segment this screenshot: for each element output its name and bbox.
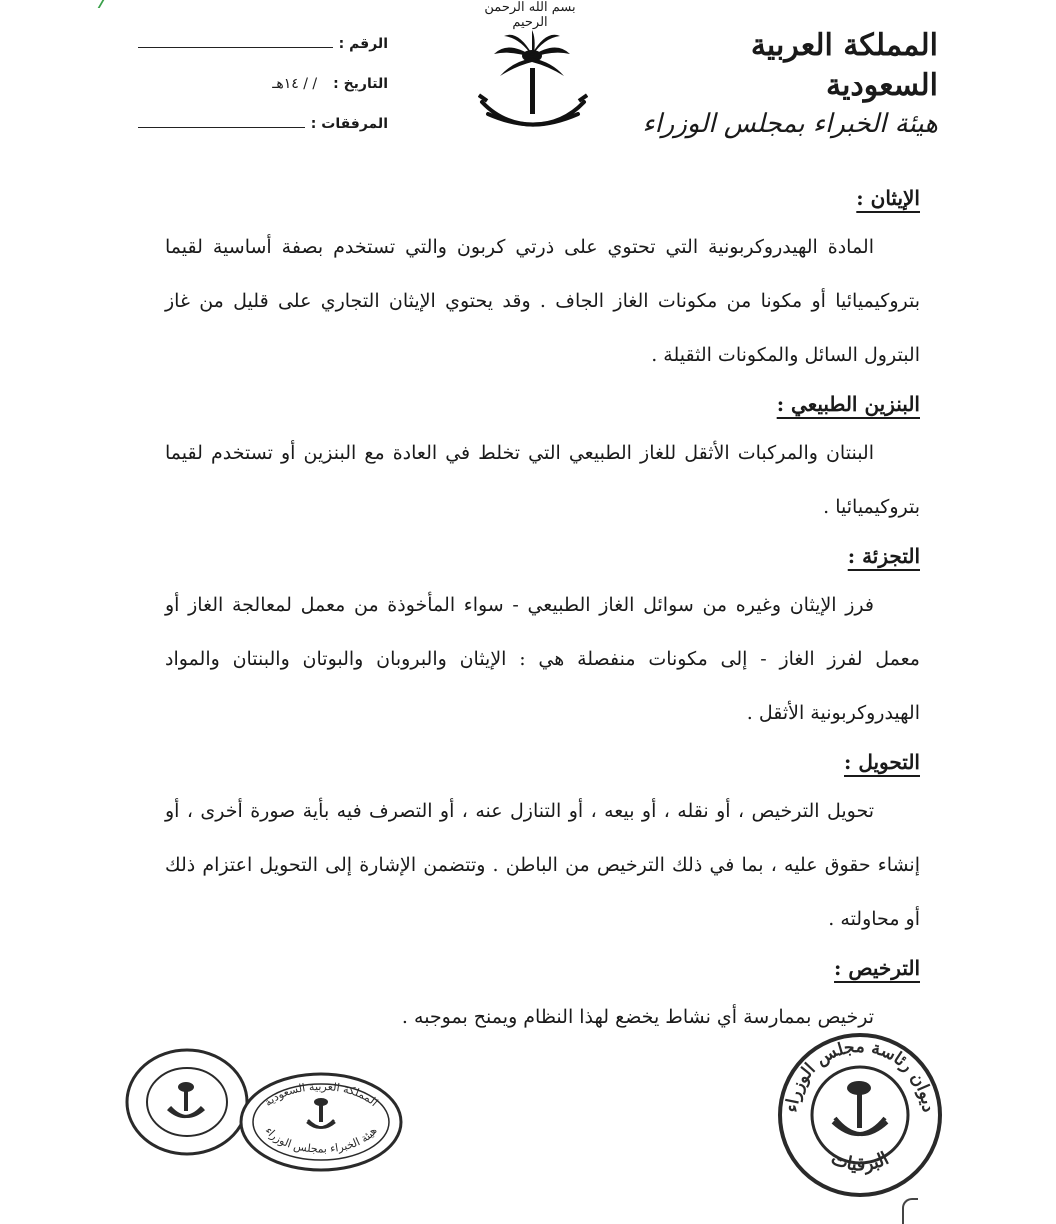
section-paragraph-transfer: تحويل الترخيص ، أو نقله ، أو بيعه ، أو التنازل عنه ، أو التصرف فيه بأية صورة أخرى ، أو إنشاء حقوق عليه ، بما في ذلك الترخيص من الباطن . وتتضمن الإشارة إلى التحويل اعتزام ذلك أو محاولته .	[165, 800, 920, 930]
definitions-content	[165, 180, 920, 1048]
ref-row	[138, 24, 388, 64]
palm-swords-emblem-icon	[478, 28, 588, 148]
ministry-round-seal-back	[122, 1045, 252, 1160]
attachments-line	[138, 127, 305, 128]
corner-mark	[98, 0, 115, 8]
date-value: / / ١٤هـ	[272, 76, 318, 92]
section-paragraph-license: ترخيص بممارسة أي نشاط يخضع لهذا النظام ويمنح بموجبه .	[401, 1006, 874, 1028]
ref-line	[138, 47, 333, 48]
org-line-2: هيئة الخبراء بمجلس الوزراء	[642, 109, 938, 139]
basmala: بسم الله الرحمن الرحيم	[484, 0, 576, 30]
ref-label: الرقم :	[338, 36, 388, 52]
section-paragraph-ethane: المادة الهيدروكربونية التي تحتوي على ذرتي كربون والتي تستخدم بصفة أساسية لقيما بتروكيميائيا أو مكونا من مكونات الغاز الجاف . وقد يحتوي الإيثان التجاري على قليل من غاز البترول السائل والمكونات الثقيلة .	[165, 236, 920, 366]
cabinet-telegrams-seal	[775, 1030, 945, 1200]
section-heading-natural-gasoline: البنزين الطبيعي :	[776, 392, 920, 416]
attachments-label: المرفقات :	[310, 116, 388, 132]
date-label: التاريخ :	[333, 76, 388, 92]
section-heading-transfer: التحويل :	[844, 750, 920, 774]
section-paragraph-fractionation: فرز الإيثان وغيره من سوائل الغاز الطبيعي - سواء المأخوذة من معمل لمعالجة الغاز أو معمل لفرز الغاز - إلى مكونات منفصلة هي : الإيثان والبروبان والبوتان والبنتان والمواد الهيدروكربونية الأثقل .	[165, 594, 920, 724]
attachments-row	[138, 104, 388, 144]
experts-commission-seal	[236, 1070, 406, 1175]
svg-text:هيئة الخبراء بمجلس الوزراء: هيئة الخبراء بمجلس الوزراء	[262, 1124, 380, 1156]
section-heading-license: الترخيص :	[834, 956, 920, 980]
svg-text:ديوان رئاسة مجلس الوزراء: ديوان رئاسة مجلس الوزراء	[781, 1036, 939, 1114]
section-paragraph-natural-gasoline: البنتان والمركبات الأثقل للغاز الطبيعي التي تخلط في العادة مع البنزين أو تستخدم لقيما بتروكيميائيا .	[165, 442, 920, 518]
organization-header	[638, 26, 938, 142]
svg-text:البرقيات: البرقيات	[828, 1148, 893, 1176]
org-line-1: المملكة العربية السعودية	[750, 28, 938, 103]
date-row	[138, 64, 388, 104]
section-heading-fractionation: التجزئة :	[847, 544, 920, 568]
svg-text:المملكة العربية السعودية: المملكة العربية السعودية	[261, 1079, 381, 1110]
bottom-margin-mark	[902, 1198, 918, 1224]
section-heading-ethane: الإيثان :	[856, 186, 920, 210]
reference-block	[138, 24, 388, 144]
